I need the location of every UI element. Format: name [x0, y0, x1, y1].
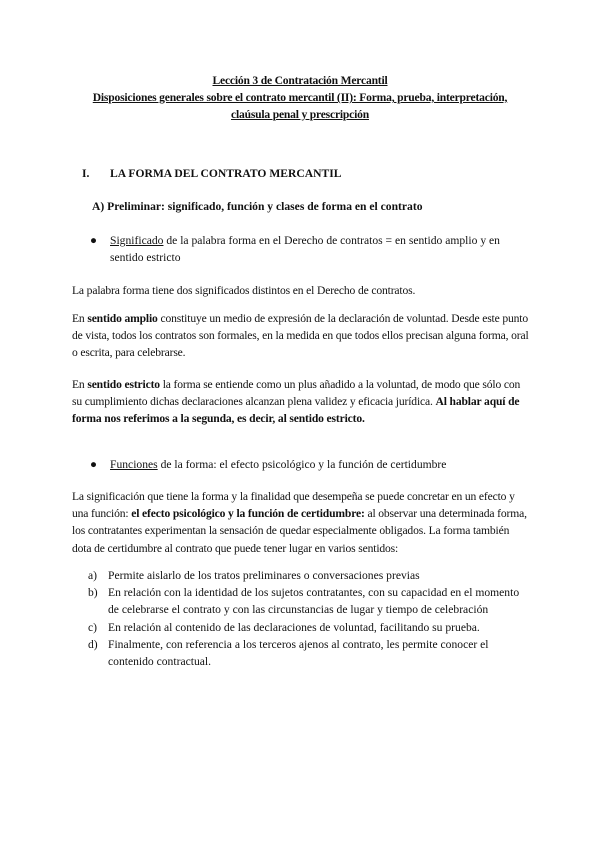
- term-sentido-amplio: sentido amplio: [87, 312, 158, 325]
- lesson-subtitle-line-2: claúsula penal y prescripción: [231, 108, 369, 121]
- subsection-title: Preliminar: significado, función y clases de forma en el contrato: [107, 200, 423, 213]
- list-item: c) En relación al contenido de las declaraciones de voluntad, facilitando su prueba.: [88, 620, 480, 634]
- paragraph-sentido-amplio: En sentido amplio constituye un medio de expresión de la declaración de voluntad. Desde este punto de vista, todos los contratos son formales, en la medida en que todos ellos precisan alguna forma, oral o escrita, para celebrarse.: [72, 312, 529, 360]
- section-title: LA FORMA DEL CONTRATO MERCANTIL: [110, 167, 342, 180]
- subsection-heading: [92, 200, 423, 213]
- bullet-icon: ●: [90, 234, 98, 247]
- bullet-icon: ●: [90, 458, 98, 471]
- list-item: d) Finalmente, con referencia a los terceros ajenos al contrato, les permite conocer el contenido contractual.: [88, 637, 489, 669]
- paragraph-funciones: La significación que tiene la forma y la finalidad que desempeña se puede concretar en un efecto y una función: el efecto psicológico y la función de certidumbre: al observar una determinada forma, los contratantes experimentan la sensación de quedar especialmente obligados. La forma también dota de certidumbre al contrato que puede tener lugar en varios sentidos:: [72, 490, 527, 555]
- conclusion-sentido-estricto: Al hablar aquí de forma nos referimos a la segunda, es decir, al sentido estricto.: [72, 395, 520, 426]
- bullet-text-funciones: de la forma: el efecto psicológico y la función de certidumbre: [157, 458, 447, 471]
- bullet-text-significado: de la palabra forma en el Derecho de contratos = en sentido amplio y en sentido estricto: [110, 234, 500, 264]
- term-sentido-estricto: sentido estricto: [87, 378, 160, 391]
- section-heading: [82, 167, 341, 180]
- lesson-title: Lección 3 de Contratación Mercantil: [212, 74, 388, 87]
- paragraph-two-meanings: La palabra forma tiene dos significados distintos en el Derecho de contratos.: [72, 284, 416, 297]
- subsection-label: A): [92, 200, 105, 213]
- list-item: b) En relación con la identidad de los sujetos contratantes, con su capacidad en el momento de celebrarse el contrato y con las circunstancias de lugar y tiempo de celebración: [88, 586, 520, 617]
- term-efecto-funcion: el efecto psicológico y la función de certidumbre:: [131, 507, 365, 521]
- list-item: a) Permite aislarlo de los tratos preliminares o conversaciones previas: [88, 569, 420, 582]
- bullet-term-significado: Significado: [110, 234, 164, 247]
- certainty-list: [88, 567, 530, 670]
- bullet-significado: [90, 232, 530, 266]
- lesson-subtitle-line-1: Disposiciones generales sobre el contrato mercantil (II): Forma, prueba, interpretación,: [92, 91, 508, 104]
- bullet-funciones: [90, 456, 530, 473]
- paragraph-sentido-estricto: En sentido estricto la forma se entiende como un plus añadido a la voluntad, de modo que sólo con su cumplimiento dichas declaraciones alcanzan plena validez y eficacia jurídica. Al hablar aquí de forma nos referimos a la segunda, es decir, al sentido estricto.: [72, 378, 521, 426]
- section-number: I.: [82, 167, 90, 180]
- bullet-term-funciones: Funciones: [110, 458, 158, 471]
